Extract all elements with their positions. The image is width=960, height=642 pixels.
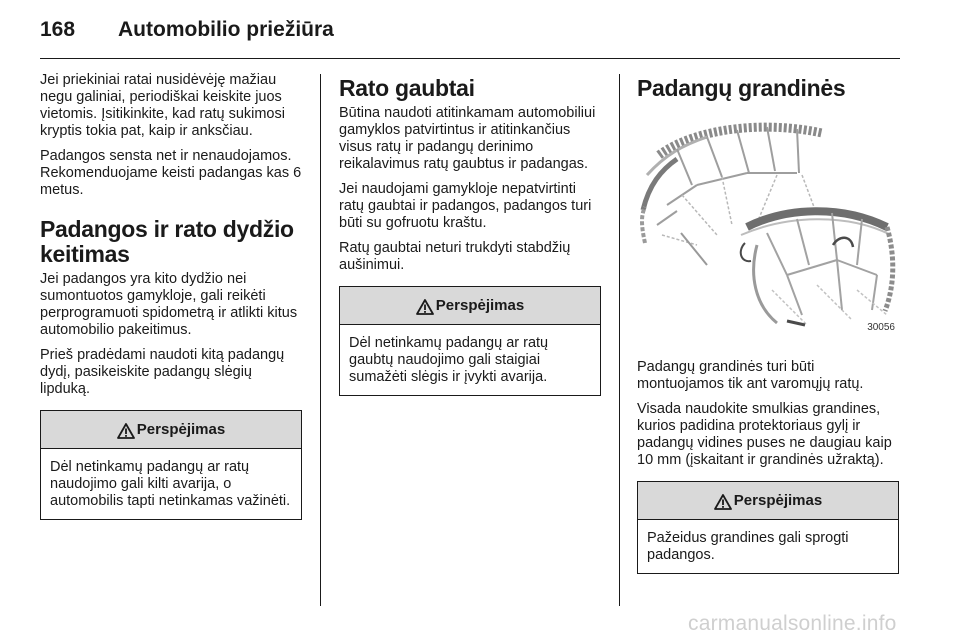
warning-box-3 — [637, 481, 899, 574]
column-divider-1 — [320, 74, 321, 606]
tire-size-paragraph-1: Jei padangos yra kito dydžio nei sumontuotos gamykloje, gali reikėti perprogramuoti spidometrą ir atlikti kitus automobilio pakeitimus. — [40, 271, 298, 338]
warning-header — [638, 482, 898, 520]
snow-chains-illustration — [637, 115, 899, 337]
page-number: 168 — [40, 18, 76, 41]
watermark: carmanualsonline.info — [688, 612, 897, 635]
snow-chains-paragraph-1: Padangų grandinės turi būti montuojamos tik ant varomųjų ratų. — [637, 359, 864, 392]
warning-title: Perspėjimas — [435, 297, 525, 314]
column-1 — [40, 72, 302, 520]
header-divider — [40, 58, 900, 59]
column-divider-2 — [619, 74, 620, 606]
column-2 — [339, 72, 601, 396]
warning-triangle-icon — [416, 299, 434, 315]
warning-triangle-icon — [117, 423, 135, 439]
warning-title: Perspėjimas — [136, 421, 226, 438]
column-3 — [637, 72, 899, 574]
page-header — [40, 18, 334, 48]
wheel-covers-paragraph-1: Būtina naudoti atitinkamam automobiliui gamyklos patvirtintus ir atitinkančius visus ratų ir padangų derinimo reikalavimus ratų gaubtus ir padangas. — [339, 105, 596, 172]
section-title-snow-chains: Padangų grandinės — [637, 75, 846, 101]
section-title-wheel-covers: Rato gaubtai — [339, 75, 475, 101]
warning-header — [41, 411, 301, 449]
page-title: Automobilio priežiūra — [118, 18, 334, 41]
warning-triangle-icon — [714, 494, 732, 510]
warning-text: Pažeidus grandines gali sprogti padangos. — [647, 530, 849, 563]
warning-box-1 — [40, 410, 302, 520]
warning-text: Dėl netinkamų padangų ar ratų gaubtų naudojimo gali staigiai sumažėti slėgis ir įvykti avarija. — [349, 335, 549, 385]
tire-size-paragraph-2: Prieš pradėdami naudoti kitą padangų dydį, pasikeiskite padangų slėgių lipduką. — [40, 347, 285, 397]
snow-chains-paragraph-2: Visada naudokite smulkias grandines, kurios padidina protektoriaus gylį ir padangų vidines puses ne daugiau kaip 10 mm (įskaitant ir grandinės užraktą). — [637, 401, 892, 468]
snow-chain-drawing — [637, 115, 899, 337]
intro-paragraph-1: Jei priekiniai ratai nusidėvėję mažiau negu galiniai, periodiškai keiskite juos vietomis. Įsitikinkite, kad ratų sukimosi kryptis tokia pat, kaip ir anksčiau. — [40, 72, 285, 139]
wheel-covers-paragraph-2: Jei naudojami gamykloje nepatvirtinti ratų gaubtai ir padangos, padangos turi būti su gofruotu kraštu. — [339, 181, 592, 231]
intro-paragraph-2: Padangos sensta net ir nenaudojamos. Rekomenduojame keisti padangas kas 6 metus. — [40, 148, 302, 198]
warning-text: Dėl netinkamų padangų ar ratų naudojimo gali kilti avarija, o automobilis tapti netinkamas važinėti. — [50, 459, 291, 509]
section-title-tire-size: Padangos ir rato dydžio keitimas — [40, 216, 294, 267]
warning-header — [340, 287, 600, 325]
figure-number: 30056 — [867, 322, 895, 333]
warning-box-2 — [339, 286, 601, 396]
wheel-covers-paragraph-3: Ratų gaubtai neturi trukdyti stabdžių aušinimui. — [339, 240, 571, 273]
warning-title: Perspėjimas — [733, 492, 823, 509]
